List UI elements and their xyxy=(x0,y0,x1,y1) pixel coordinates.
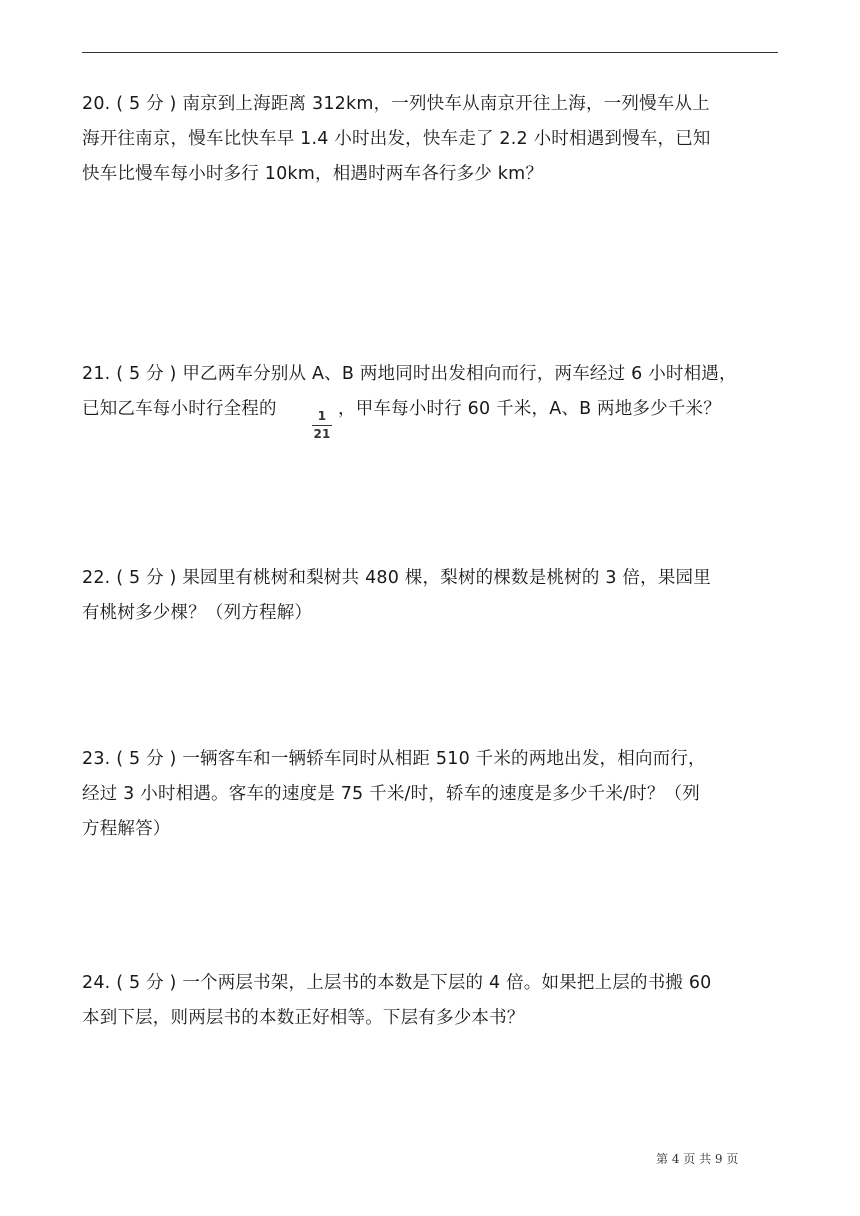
question-21 xyxy=(82,357,782,441)
question-20-line-3: 快车比慢车每小时多行 10km，相遇时两车各行多少 km？ xyxy=(82,164,544,184)
question-23-line-1: 23. ( 5 分 ) 一辆客车和一辆轿车同时从相距 510 千米的两地出发，相向而行， xyxy=(82,749,706,769)
question-21-line-2 xyxy=(82,392,782,441)
question-24-line-2: 本到下层，则两层书的本数正好相等。下层有多少本书？ xyxy=(82,1008,525,1028)
question-21-line-2-start: 已知乙车每小时行全程的 xyxy=(82,399,277,419)
fraction-numerator: 1 xyxy=(312,410,332,426)
question-22-line-2: 有桃树多少棵？（列方程解） xyxy=(82,603,313,623)
question-21-line-2-end: ，甲车每小时行 60 千米，A、B 两地多少千米？ xyxy=(338,399,721,419)
question-23-line-2: 经过 3 小时相遇。客车的速度是 75 千米/时，轿车的速度是多少千米/时？（列 xyxy=(82,784,700,804)
question-20-line-2: 海开往南京，慢车比快车早 1.4 小时出发，快车走了 2.2 小时相遇到慢车，已知 xyxy=(82,129,711,149)
question-23-line-3: 方程解答） xyxy=(82,819,171,839)
question-24-line-1: 24. ( 5 分 ) 一个两层书架，上层书的本数是下层的 4 倍。如果把上层的书搬 60 xyxy=(82,973,712,993)
question-22-line-1: 22. ( 5 分 ) 果园里有桃树和梨树共 480 棵，梨树的棵数是桃树的 3 倍，果园里 xyxy=(82,568,711,588)
header-rule xyxy=(82,52,778,53)
question-22 xyxy=(82,561,782,631)
question-21-line-1: 21. ( 5 分 ) 甲乙两车分别从 A、B 两地同时出发相向而行，两车经过 6 小时相遇， xyxy=(82,364,737,384)
fraction-one-twenty-first xyxy=(312,410,332,441)
question-20 xyxy=(82,87,782,192)
question-20-line-1: 20. ( 5 分 ) 南京到上海距离 312km，一列快车从南京开往上海，一列慢车从上 xyxy=(82,94,710,114)
question-23 xyxy=(82,742,782,847)
page-number: 第 4 页 共 9 页 xyxy=(656,1152,739,1166)
question-24 xyxy=(82,966,782,1036)
fraction-denominator: 21 xyxy=(313,427,331,441)
